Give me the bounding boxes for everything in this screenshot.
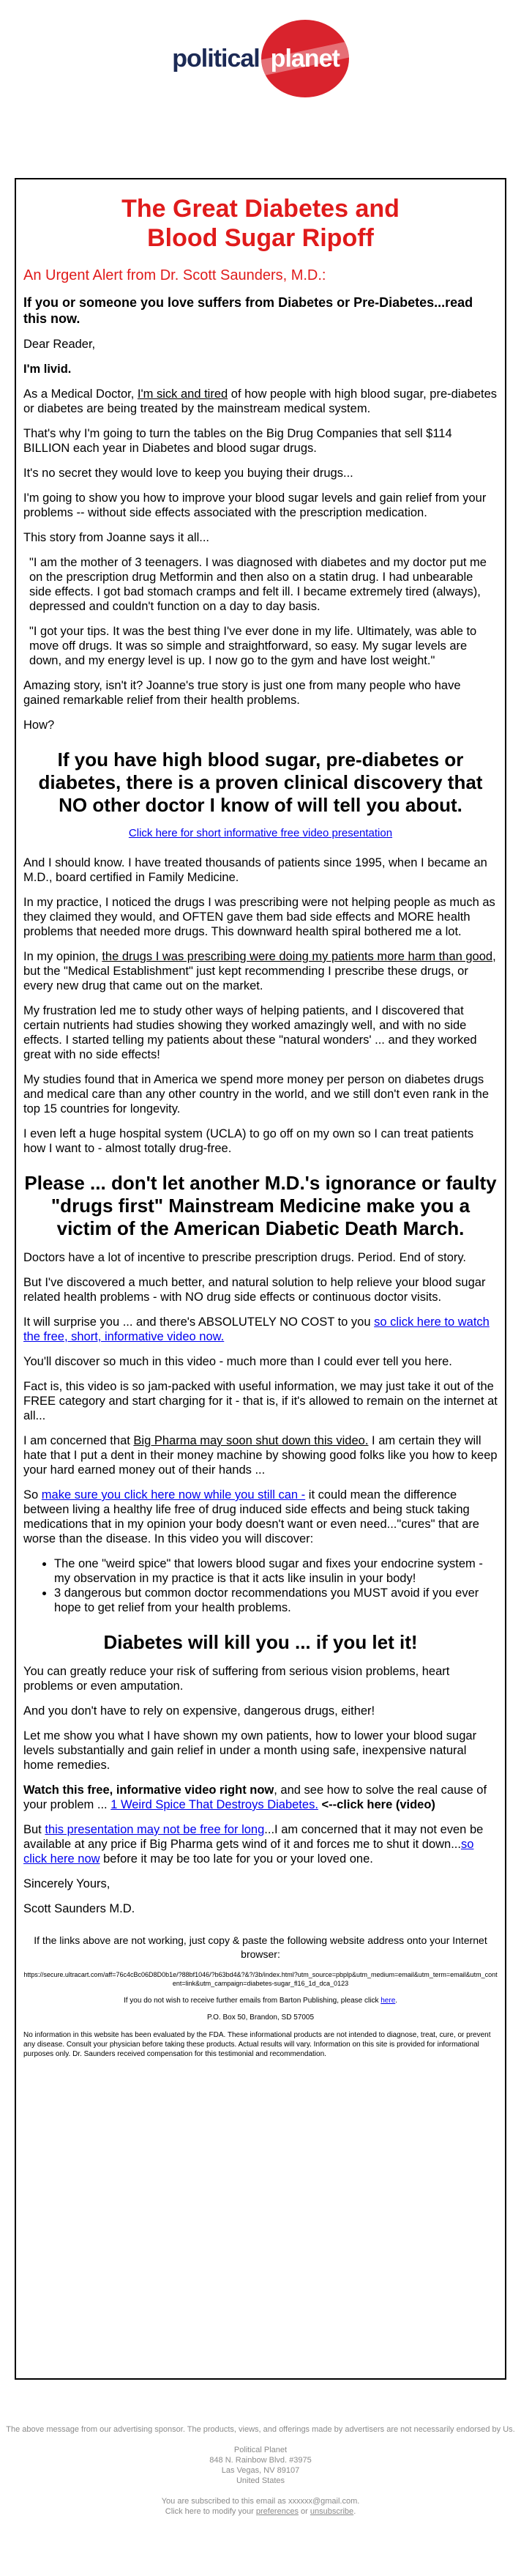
optout-post: .: [395, 1997, 398, 2005]
subscription-info: [0, 2496, 521, 2517]
list-item: • The one "weird spice" that lowers blood sugar and fixes your endocrine system - my observation in my practice is that it acts like insulin in your body!: [54, 1556, 498, 1586]
optout-line: [23, 1997, 498, 2005]
concerned-underlined: Big Pharma may soon shut down this video.: [133, 1434, 369, 1447]
amazing-paragraph: Amazing story, isn't it? Joanne's true story is just one from many people who have gained remarkable relief from their health problems.: [23, 679, 461, 707]
postal-address: P.O. Box 50, Brandon, SD 57005: [206, 2013, 315, 2022]
discover-paragraph: You'll discover so much in this video - much more than I could ever tell you here.: [23, 1355, 452, 1368]
concerned-post: I am certain they will hate that I put a dent in their money machine by showing good folks like you how to keep your hard earned money out of their hands ...: [23, 1434, 498, 1477]
practice-paragraph: In my practice, I noticed the drugs I was prescribing were not helping people as much as they claimed they would, and OFTEN gave them bad side effects and MORE health problems that needed more drugs. This downward health spiral bothered me a lot.: [23, 896, 495, 938]
md-paragraph: [23, 387, 498, 416]
discover-list: [23, 1556, 498, 1615]
md-pre: As a Medical Doctor,: [23, 387, 138, 401]
opinion-pre: In my opinion,: [23, 950, 102, 963]
subscribed-line: You are subscribed to this email as xxxxxx@gmail.com.: [161, 2497, 360, 2506]
signature: Scott Saunders M.D.: [23, 1902, 135, 1915]
surprise-paragraph: [23, 1315, 498, 1344]
letter-content: [16, 179, 505, 2059]
md-post: of how people with high blood sugar, pre-diabetes or diabetes are being treated by the mainstream medical system.: [23, 387, 498, 415]
but-mid: ...I am concerned that it may not even be available at any price if Big Pharma gets wind of it and forces me to shut it down...: [23, 1823, 484, 1851]
please-heading: Please ... don't let another M.D.'s ignorance or faulty "drugs first" Mainstream Medicine make you a victim of the American Diabetic Death March.: [24, 1172, 497, 1239]
preferences-link[interactable]: preferences: [255, 2507, 299, 2516]
unsubscribe-link[interactable]: unsubscribe: [310, 2507, 354, 2516]
logo[interactable]: [0, 0, 521, 117]
sick-tired-text: I'm sick and tired: [137, 387, 228, 401]
company-address: [0, 2445, 521, 2486]
proven-heading: If you have high blood sugar, pre-diabetes or diabetes, there is a proven clinical discovery that NO other doctor I know of will tell you about.: [38, 749, 483, 816]
fallback-url[interactable]: https://secure.ultracart.com/aff=76c4cBc06D8D0b1e/?88bf1046/?b63bd4&?&?/3b/index.html?utm_source=pbplp&utm_medium=email&utm_term=email&utm_content=link&utm_campaign=diabetes-sugar_fl16_1d_dca_0123: [23, 1971, 498, 1987]
watch-bold: Watch this free, informative video right now: [23, 1783, 274, 1797]
watch-paragraph: [23, 1783, 498, 1812]
letme-paragraph: Let me show you what I have shown my own patients, how to lower your blood sugar levels substantially and gain relief in under a month using safe, inexpensive natural home remedies.: [23, 1729, 477, 1772]
company-city: Las Vegas, NV 89107: [221, 2466, 300, 2475]
better-paragraph: But I've discovered a much better, and natural solution to help relieve your blood sugar related health problems - with NO drug side effects or continuous doctor visits.: [23, 1276, 486, 1304]
list-item: • 3 dangerous but common doctor recommendations you MUST avoid if you ever hope to get relief from your health problems.: [54, 1586, 498, 1615]
logo-word-political: political: [172, 44, 260, 73]
headline-line-2: Blood Sugar Ripoff: [147, 224, 374, 252]
show-paragraph: I'm going to show you how to improve your blood sugar levels and gain relief from your problems -- without side effects associated with the prescription medication.: [23, 491, 487, 519]
concerned-pre: I am concerned that: [23, 1434, 134, 1447]
headline: [23, 194, 498, 253]
weird-spice-link[interactable]: 1 Weird Spice That Destroys Diabetes.: [110, 1798, 318, 1811]
watch-video-link[interactable]: so click here to watch the free, short, informative video now.: [23, 1315, 490, 1343]
modify-mid: or: [298, 2507, 310, 2516]
click-now-link[interactable]: make sure you click here now while you still can -: [41, 1488, 306, 1502]
watch-end: <--click here (video): [318, 1798, 435, 1811]
video-link[interactable]: Click here for short informative free video presentation: [128, 827, 393, 839]
kill-heading: Diabetes will kill you ... if you let it!: [103, 1631, 418, 1653]
so-post: it could mean the difference between living a healthy life free of drug induced side effects and being stuck taking medications that in my opinion your body doesn't want or even need..."cures" that are worse than the disease. In this video you will discover:: [23, 1488, 479, 1545]
fact-paragraph: Fact is, this video is so jam-packed with useful information, we may just take it out of the FREE category and start charging for it - that is, if it's allowed to remain on the internet at all...: [23, 1380, 498, 1422]
footer: [0, 2424, 521, 2527]
company-country: United States: [236, 2476, 285, 2485]
should-paragraph: And I should know. I have treated thousands of patients since 1995, when I became an M.D., board certified in Family Medicine.: [23, 856, 487, 884]
surprise-pre: It will surprise you ... and there's ABSOLUTELY NO COST to you: [23, 1315, 375, 1329]
opinion-paragraph: [23, 949, 498, 993]
studies-paragraph: My studies found that in America we spend more money per person on diabetes drugs and medical care than any other country in the world, and we still don't even rank in the top 15 countries for longevity.: [23, 1073, 490, 1116]
logo-mark: [172, 20, 348, 97]
modify-pre: Click here to modify your: [165, 2507, 256, 2516]
but-paragraph: [23, 1822, 498, 1866]
disclaimer: No information in this website has been evaluated by the FDA. These informational products are not intended to diagnose, treat, cure, or prevent any disease. Consult your physician before taking these products. Actual results will vary. Information on this site is provided for informational purposes only. Dr. Saunders received compensation for this testimonial and recommendation.: [23, 2031, 491, 2058]
so-pre: So: [23, 1488, 42, 1502]
but-post: before it may be too late for you or your loved one.: [100, 1852, 373, 1866]
testimonial-quote-1: "I am the mother of 3 teenagers. I was diagnosed with diabetes and my doctor put me on the prescription drug Metformin and then also on a statin drug. I had unbearable side effects. I got bad stomach cramps and felt ill. I became extremely tired (always), depressed and couldn't function on a day to day basis.: [29, 556, 487, 613]
frustration-paragraph: My frustration led me to study other ways of helping patients, and I discovered that certain nutrients had studies showing they worked amazingly well, and with no side effects. I started telling my patients about these "natural wonders' ... and they worked great with no side effects!: [23, 1004, 477, 1061]
but-pre: But: [23, 1823, 45, 1836]
headline-line-1: The Great Diabetes and: [121, 195, 400, 223]
dont-paragraph: And you don't have to rely on expensive, dangerous drugs, either!: [23, 1704, 375, 1718]
testimonial-quote-2: "I got your tips. It was the best thing I've ever done in my life. Ultimately, was able to move off drugs. It was so simple and straightforward, so easy. My sugar levels are down, and my energy level is up. I now go to the gym and have lost weight.": [29, 625, 477, 667]
greeting: Dear Reader,: [23, 338, 96, 351]
sincerely: Sincerely Yours,: [23, 1877, 110, 1890]
alert-line: An Urgent Alert from Dr. Scott Saunders, M.D.:: [23, 267, 326, 283]
so-paragraph: [23, 1488, 498, 1546]
click-here-now-link[interactable]: so click here now: [23, 1838, 474, 1866]
tables-paragraph: That's why I'm going to turn the tables on the Big Drug Companies that sell $114 BILLION each year in Diabetes and blood sugar drugs.: [23, 427, 452, 455]
incentive-paragraph: Doctors have a lot of incentive to prescribe prescription drugs. Period. End of story.: [23, 1251, 466, 1264]
optout-link[interactable]: here: [381, 1997, 396, 2005]
opinion-post: , but the "Medical Establishment" just kept recommending I prescribe these drugs, or every new drug that came out on the market.: [23, 950, 496, 992]
how-paragraph: How?: [23, 719, 55, 732]
not-free-link[interactable]: this presentation may not be free for long: [45, 1823, 265, 1836]
secret-paragraph: It's no secret they would love to keep you buying their drugs...: [23, 467, 353, 480]
sponsor-notice: The above message from our advertising sponsor. The products, views, and offerings made by advertisers are not necessarily endorsed by Us.: [6, 2425, 515, 2434]
logo-word-planet: planet: [270, 44, 340, 73]
company-name: Political Planet: [233, 2446, 288, 2454]
optout-pre: If you do not wish to receive further emails from Barton Publishing, please click: [123, 1997, 381, 2005]
video-link-wrap: [23, 827, 498, 839]
planet-icon: [261, 20, 349, 97]
joanne-paragraph: This story from Joanne says it all...: [23, 531, 210, 544]
concerned-paragraph: [23, 1433, 498, 1477]
watch-mid: , and see how to solve the real cause of your problem ...: [23, 1783, 487, 1811]
reduce-paragraph: You can greatly reduce your risk of suffering from serious vision problems, heart problems or even amputation.: [23, 1665, 450, 1693]
letter-frame: [15, 178, 506, 2380]
links-notice: If the links above are not working, just copy & paste the following website address onto your Internet browser:: [34, 1934, 487, 1960]
livid-paragraph: I'm livid.: [23, 363, 72, 376]
company-street: 848 N. Rainbow Blvd. #3975: [209, 2456, 312, 2465]
opinion-underlined: the drugs I was prescribing were doing my patients more harm than good: [102, 950, 493, 963]
ucla-paragraph: I even left a huge hospital system (UCLA) to go off on my own so I can treat patients how I want to - almost totally drug-free.: [23, 1127, 474, 1155]
lead-paragraph: If you or someone you love suffers from Diabetes or Pre-Diabetes...read this now.: [23, 295, 473, 326]
modify-post: .: [353, 2507, 356, 2516]
